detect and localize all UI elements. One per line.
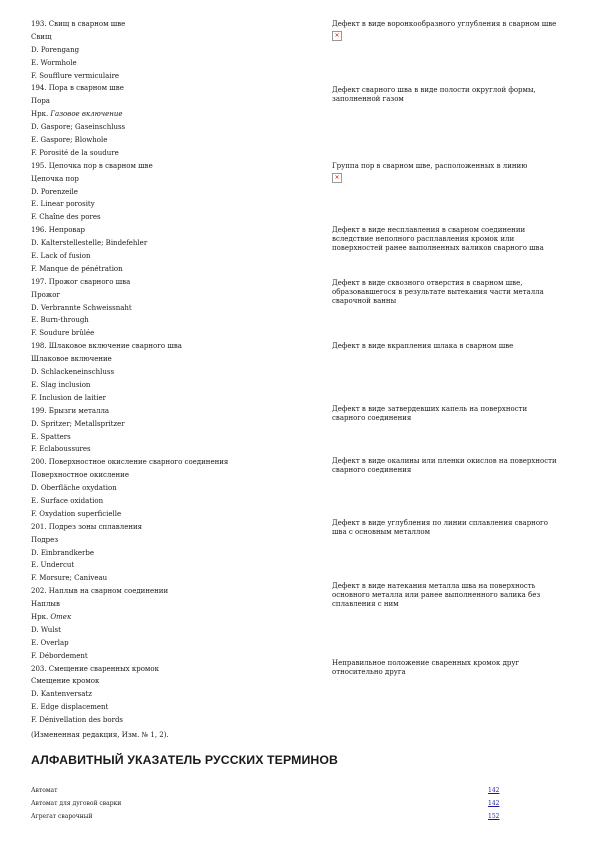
broken-image-icon: × [332, 173, 342, 183]
term-line: D. Kantenversatz [31, 690, 92, 699]
term-line: E. Burn-through [31, 316, 89, 325]
term-heading: 199. Брызги металла [31, 406, 110, 415]
term-line: Прожог [31, 290, 61, 299]
index-row [31, 784, 551, 797]
index-row [31, 810, 551, 823]
term-line: D. Gaspore; Gaseinschluss [31, 123, 126, 132]
term-line: E. Wormhole [31, 58, 77, 67]
alphabetical-index [31, 784, 551, 823]
term-line: E. Gaspore; Blowhole [31, 136, 108, 145]
term-line: F. Morsure; Caniveau [31, 574, 108, 583]
definition [332, 519, 557, 537]
term-heading: 197. Прожог сварного шва [31, 277, 131, 286]
index-heading: АЛФАВИТНЫЙ УКАЗАТЕЛЬ РУССКИХ ТЕРМИНОВ [31, 753, 339, 767]
term-heading: 198. Шлаковое включение сварного шва [31, 342, 182, 351]
index-term: Агрегат сварочный [31, 813, 93, 820]
deprecated-term: Газовое включение [50, 110, 123, 119]
definition [332, 20, 557, 41]
term-heading: 201. Подрез зоны сплавления [31, 522, 143, 531]
term-line: D. Verbrannte Schweissnaht [31, 303, 132, 312]
definition-text: Дефект в виде воронкообразного углубления в сварном шве [332, 20, 557, 28]
term-line: Цепочка пор [31, 174, 79, 183]
term-line: D. Oberfläche oxydation [31, 484, 117, 493]
definition [332, 659, 557, 677]
term-line: E. Lack of fusion [31, 252, 91, 261]
definition [332, 86, 557, 104]
term-line: D. Wulst [31, 625, 61, 634]
broken-image-icon: × [332, 31, 342, 41]
term-line: Подрез [31, 535, 59, 544]
definition-text: Дефект в виде углубления по линии сплавления сварного шва с основным металлом [332, 519, 548, 536]
index-row [31, 797, 551, 810]
definition-text: Дефект в виде вкрапления шлака в сварном шве [332, 342, 514, 350]
term-heading: 195. Цепочка пор в сварном шве [31, 161, 153, 170]
term-line: F. Manque de pénétration [31, 264, 123, 273]
term-line: F. Débordement [31, 651, 88, 660]
term-line: E. Linear porosity [31, 200, 95, 209]
term-line: E. Edge displacement [31, 703, 109, 712]
term-line: F. Oxydation superficielle [31, 509, 122, 518]
definition [332, 279, 557, 306]
term-line: D. Porenzeile [31, 187, 78, 196]
definition-text: Дефект в виде сквозного отверстия в сварном шве, образовавшегося в результате вытекания части металла сварочной ванны [332, 279, 544, 305]
term-line: F. Eclaboussures [31, 445, 91, 454]
term-line: F. Inclusion de laitier [31, 393, 106, 402]
term-line: F. Soudure brûlée [31, 329, 95, 338]
term-line: D. Schlackeneinschluss [31, 368, 115, 377]
deprecated-term: Отек [50, 612, 72, 621]
term-line: E. Overlap [31, 638, 69, 647]
term-line: D. Porengang [31, 45, 80, 54]
definition-text: Дефект в виде натекания металла шва на поверхность основного металла или ранее выполненного валика без сплавления с ним [332, 582, 541, 608]
term-line: F. Dénivellation des bords [31, 716, 124, 725]
term-line: Свищ [31, 32, 52, 41]
amendment-note: (Измененная редакция, Изм. № 1, 2). [31, 731, 169, 739]
definition [332, 162, 557, 183]
definition-text: Дефект сварного шва в виде полости округлой формы, заполненной газом [332, 86, 536, 103]
term-line: Смещение кромок [31, 677, 100, 686]
definition [332, 582, 557, 609]
definition [332, 342, 557, 351]
term-line: Пора [31, 97, 50, 106]
index-term: Автомат [31, 787, 58, 794]
index-term: Автомат для дуговой сварки [31, 800, 122, 807]
term-heading: 202. Наплыв на сварном соединении [31, 587, 169, 596]
term-line: F. Chaîne des pores [31, 213, 101, 222]
definition [332, 226, 557, 253]
term-heading: 193. Свищ в сварном шве [31, 20, 126, 28]
index-page-link[interactable]: 142 [488, 787, 500, 794]
term-line: Нрк. Отек [31, 612, 72, 621]
term-line: Наплыв [31, 600, 60, 609]
definition [332, 405, 557, 423]
terms-column [31, 18, 331, 727]
term-line: E. Undercut [31, 561, 75, 570]
term-heading: 203. Смещение сваренных кромок [31, 664, 159, 673]
definition-text: Неправильное положение сваренных кромок друг относительно друга [332, 659, 520, 676]
term-line: E. Surface oxidation [31, 496, 104, 505]
definition-text: Группа пор в сварном шве, расположенных в линию [332, 162, 528, 170]
term-line: Шлаковое включение [31, 355, 112, 364]
term-line: E. Slag inclusion [31, 380, 91, 389]
term-line: D. Kalterstellestelle; Bindefehler [31, 239, 148, 248]
definition-text: Дефект в виде затвердевших капель на поверхности сварного соединения [332, 405, 528, 422]
term-heading: 194. Пора в сварном шве [31, 84, 124, 93]
definition-text: Дефект в виде окалины или пленки окислов на поверхности сварного соединения [332, 457, 557, 474]
term-heading: 200. Поверхностное окисление сварного соединения [31, 458, 229, 467]
term-line: Поверхностное окисление [31, 471, 129, 480]
term-line: F. Soufflure vermiculaire [31, 71, 120, 80]
definition-text: Дефект в виде несплавления в сварном соединении вследствие неполного расплавления кромок или поверхностей ранее выполненных валиков сварного шва [332, 226, 544, 252]
term-line: D. Spritzer; Metallspritzer [31, 419, 125, 428]
term-line: D. Einbrandkerbe [31, 548, 95, 557]
term-line: Нрк. Газовое включение [31, 110, 123, 119]
term-line: F. Porosité de la soudure [31, 148, 119, 157]
index-page-link[interactable]: 152 [488, 813, 500, 820]
index-page-link[interactable]: 142 [488, 800, 500, 807]
definition [332, 457, 557, 475]
term-line: E. Spatters [31, 432, 71, 441]
term-heading: 196. Непровар [31, 226, 86, 235]
